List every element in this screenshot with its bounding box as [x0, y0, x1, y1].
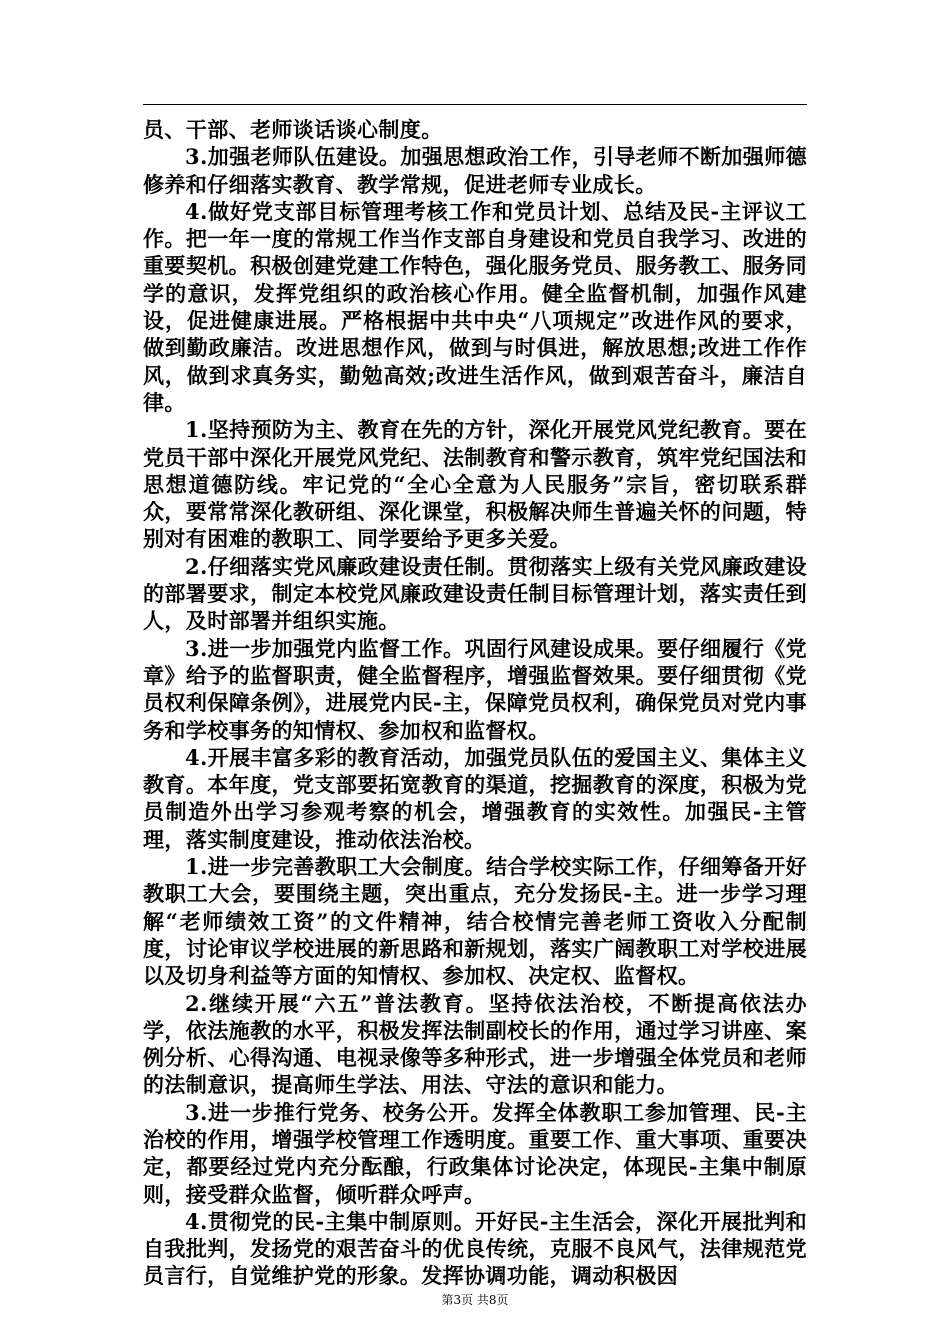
- paragraph: 1.进一步完善教职工大会制度。结合学校实际工作，仔细筹备开好教职工大会，要围绕主题，突出重点，充分发扬民-主。进一步学习理解“老师绩效工资”的文件精神，结合校情完善老师工资收入分配制度，讨论审议学校进展的新思路和新规划，落实广阔教职工对学校进展以及切身利益等方面的知情权、参加权、决定权、监督权。: [143, 854, 807, 989]
- paragraph: 2.继续开展“六五”普法教育。坚持依法治校，不断提高依法办学，依法施教的水平，积极发挥法制副校长的作用，通过学习讲座、案例分析、心得沟通、电视录像等多种形式，进一步增强全体党员和老师的法制意识，提高师生学法、用法、守法的意识和能力。: [143, 990, 807, 1098]
- paragraph: 4.做好党支部目标管理考核工作和党员计划、总结及民-主评议工作。把一年一度的常规工作当作支部自身建设和党员自我学习、改进的重要契机。积极创建党建工作特色，强化服务党员、服务教工、服务同学的意识，发挥党组织的政治核心作用。健全监督机制，加强作风建设，促进健康进展。严格根据中共中央“八项规定”改进作风的要求，做到勤政廉洁。改进思想作风，做到与时俱进，解放思想;改进工作作风，做到求真务实，勤勉高效;改进生活作风，做到艰苦奋斗，廉洁自律。: [143, 198, 807, 415]
- paragraph: 2.仔细落实党风廉政建设责任制。贯彻落实上级有关党风廉政建设的部署要求，制定本校党风廉政建设责任制目标管理计划，落实责任到人，及时部署并组织实施。: [143, 553, 807, 634]
- page-footer: 第3页 共8页: [441, 1293, 509, 1307]
- paragraph: 3.进一步加强党内监督工作。巩固行风建设成果。要仔细履行《党章》给予的监督职责，健全监督程序，增强监督效果。要仔细贯彻《党员权利保障条例》，进展党内民-主，保障党员权利，确保党员对党内事务和学校事务的知情权、参加权和监督权。: [143, 635, 807, 743]
- paragraph: 3.进一步推行党务、校务公开。发挥全体教职工参加管理、民-主治校的作用，增强学校管理工作透明度。重要工作、重大事项、重要决定，都要经过党内充分酝酿，行政集体讨论决定，体现民-主集中制原则，接受群众监督，倾听群众呼声。: [143, 1099, 807, 1207]
- paragraph: 3.加强老师队伍建设。加强思想政治工作，引导老师不断加强师德修养和仔细落实教育、教学常规，促进老师专业成长。: [143, 144, 807, 197]
- paragraph: 员、干部、老师谈话谈心制度。: [143, 117, 443, 142]
- document-body: [143, 116, 807, 1290]
- paragraph: 4.贯彻党的民-主集中制原则。开好民-主生活会，深化开展批判和自我批判，发扬党的艰苦奋斗的优良传统，克服不良风气，法律规范党员言行，自觉维护党的形象。发挥协调功能，调动积极因: [143, 1208, 807, 1289]
- paragraph: 4.开展丰富多彩的教育活动，加强党员队伍的爱国主义、集体主义教育。本年度，党支部要拓宽教育的渠道，挖掘教育的深度，积极为党员制造外出学习参观考察的机会，增强教育的实效性。加强民-主管理，落实制度建设，推动依法治校。: [143, 744, 807, 852]
- header-rule: [143, 104, 807, 105]
- paragraph: 1.坚持预防为主、教育在先的方针，深化开展党风党纪教育。要在党员干部中深化开展党风党纪、法制教育和警示教育，筑牢党纪国法和思想道德防线。牢记党的“全心全意为人民服务”宗旨，密切联系群众，要常常深化教研组、深化课堂，积极解决师生普遍关怀的问题，特别对有困难的教职工、同学要给予更多关爱。: [143, 417, 807, 552]
